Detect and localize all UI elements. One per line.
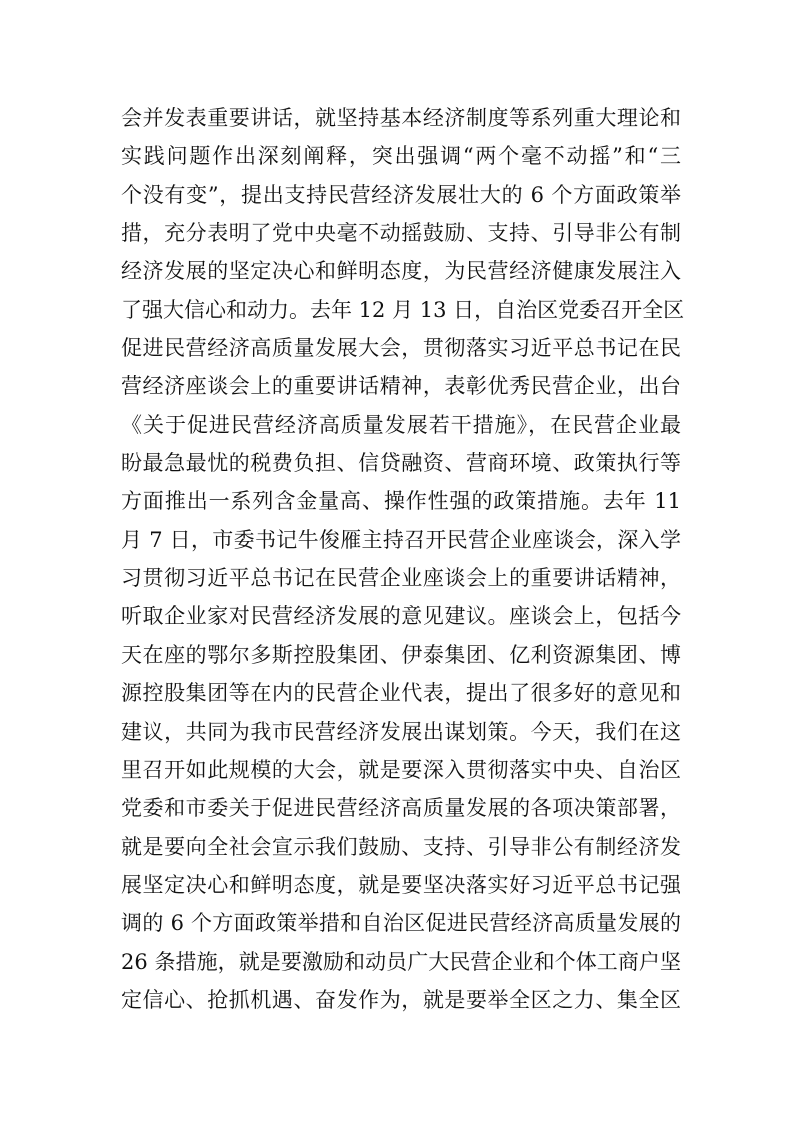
text-line: 听取企业家对民营经济发展的意见建议。座谈会上，包括今 [121, 604, 681, 629]
text-line: 会并发表重要讲话，就坚持基本经济制度等系列重大理论和 [121, 106, 681, 130]
text-line: 经济发展的坚定决心和鲜明态度，为民营经济健康发展注入 [121, 259, 681, 284]
text-line: 调的 6 个方面政策举措和自治区促进民营经济高质量发展的 [121, 911, 681, 936]
text-line: 促进民营经济高质量发展大会，贯彻落实习近平总书记在民 [121, 336, 681, 361]
text-line: 展坚定决心和鲜明态度，就是要坚决落实好习近平总书记强 [121, 872, 681, 897]
text-line: 天在座的鄂尔多斯控股集团、伊泰集团、亿利资源集团、博 [121, 642, 681, 667]
text-line: 措，充分表明了党中央毫不动摇鼓励、支持、引导非公有制 [121, 221, 681, 246]
text-line: 《关于促进民营经济高质量发展若干措施》，在民营企业最 [121, 412, 681, 437]
text-line: 营经济座谈会上的重要讲话精神，表彰优秀民营企业，出台 [121, 374, 681, 399]
text-line: 习贯彻习近平总书记在民营企业座谈会上的重要讲话精神， [121, 566, 681, 591]
text-line: 盼最急最忧的税费负担、信贷融资、营商环境、政策执行等 [121, 451, 681, 476]
text-line: 26 条措施，就是要激励和动员广大民营企业和个体工商户坚 [121, 949, 681, 974]
text-line: 里召开如此规模的大会，就是要深入贯彻落实中央、自治区 [121, 757, 681, 782]
text-line: 党委和市委关于促进民营经济高质量发展的各项决策部署， [121, 796, 681, 821]
body-paragraph [121, 99, 685, 1019]
text-line: 建议，共同为我市民营经济发展出谋划策。今天，我们在这 [121, 719, 681, 744]
text-line: 了强大信心和动力。去年 12 月 13 日，自治区党委召开全区 [121, 297, 685, 322]
text-line: 月 7 日，市委书记牛俊雁主持召开民营企业座谈会，深入学 [121, 527, 681, 552]
text-line: 个没有变”，提出支持民营经济发展壮大的 6 个方面政策举 [121, 182, 681, 207]
text-line: 方面推出一系列含金量高、操作性强的政策措施。去年 11 [121, 489, 681, 514]
text-line: 源控股集团等在内的民营企业代表，提出了很多好的意见和 [121, 681, 681, 706]
text-line: 定信心、抢抓机遇、奋发作为，就是要举全区之力、集全区 [121, 987, 681, 1012]
text-line: 实践问题作出深刻阐释，突出强调“两个毫不动摇”和“三 [121, 144, 681, 169]
text-line: 就是要向全社会宣示我们鼓励、支持、引导非公有制经济发 [121, 834, 681, 859]
